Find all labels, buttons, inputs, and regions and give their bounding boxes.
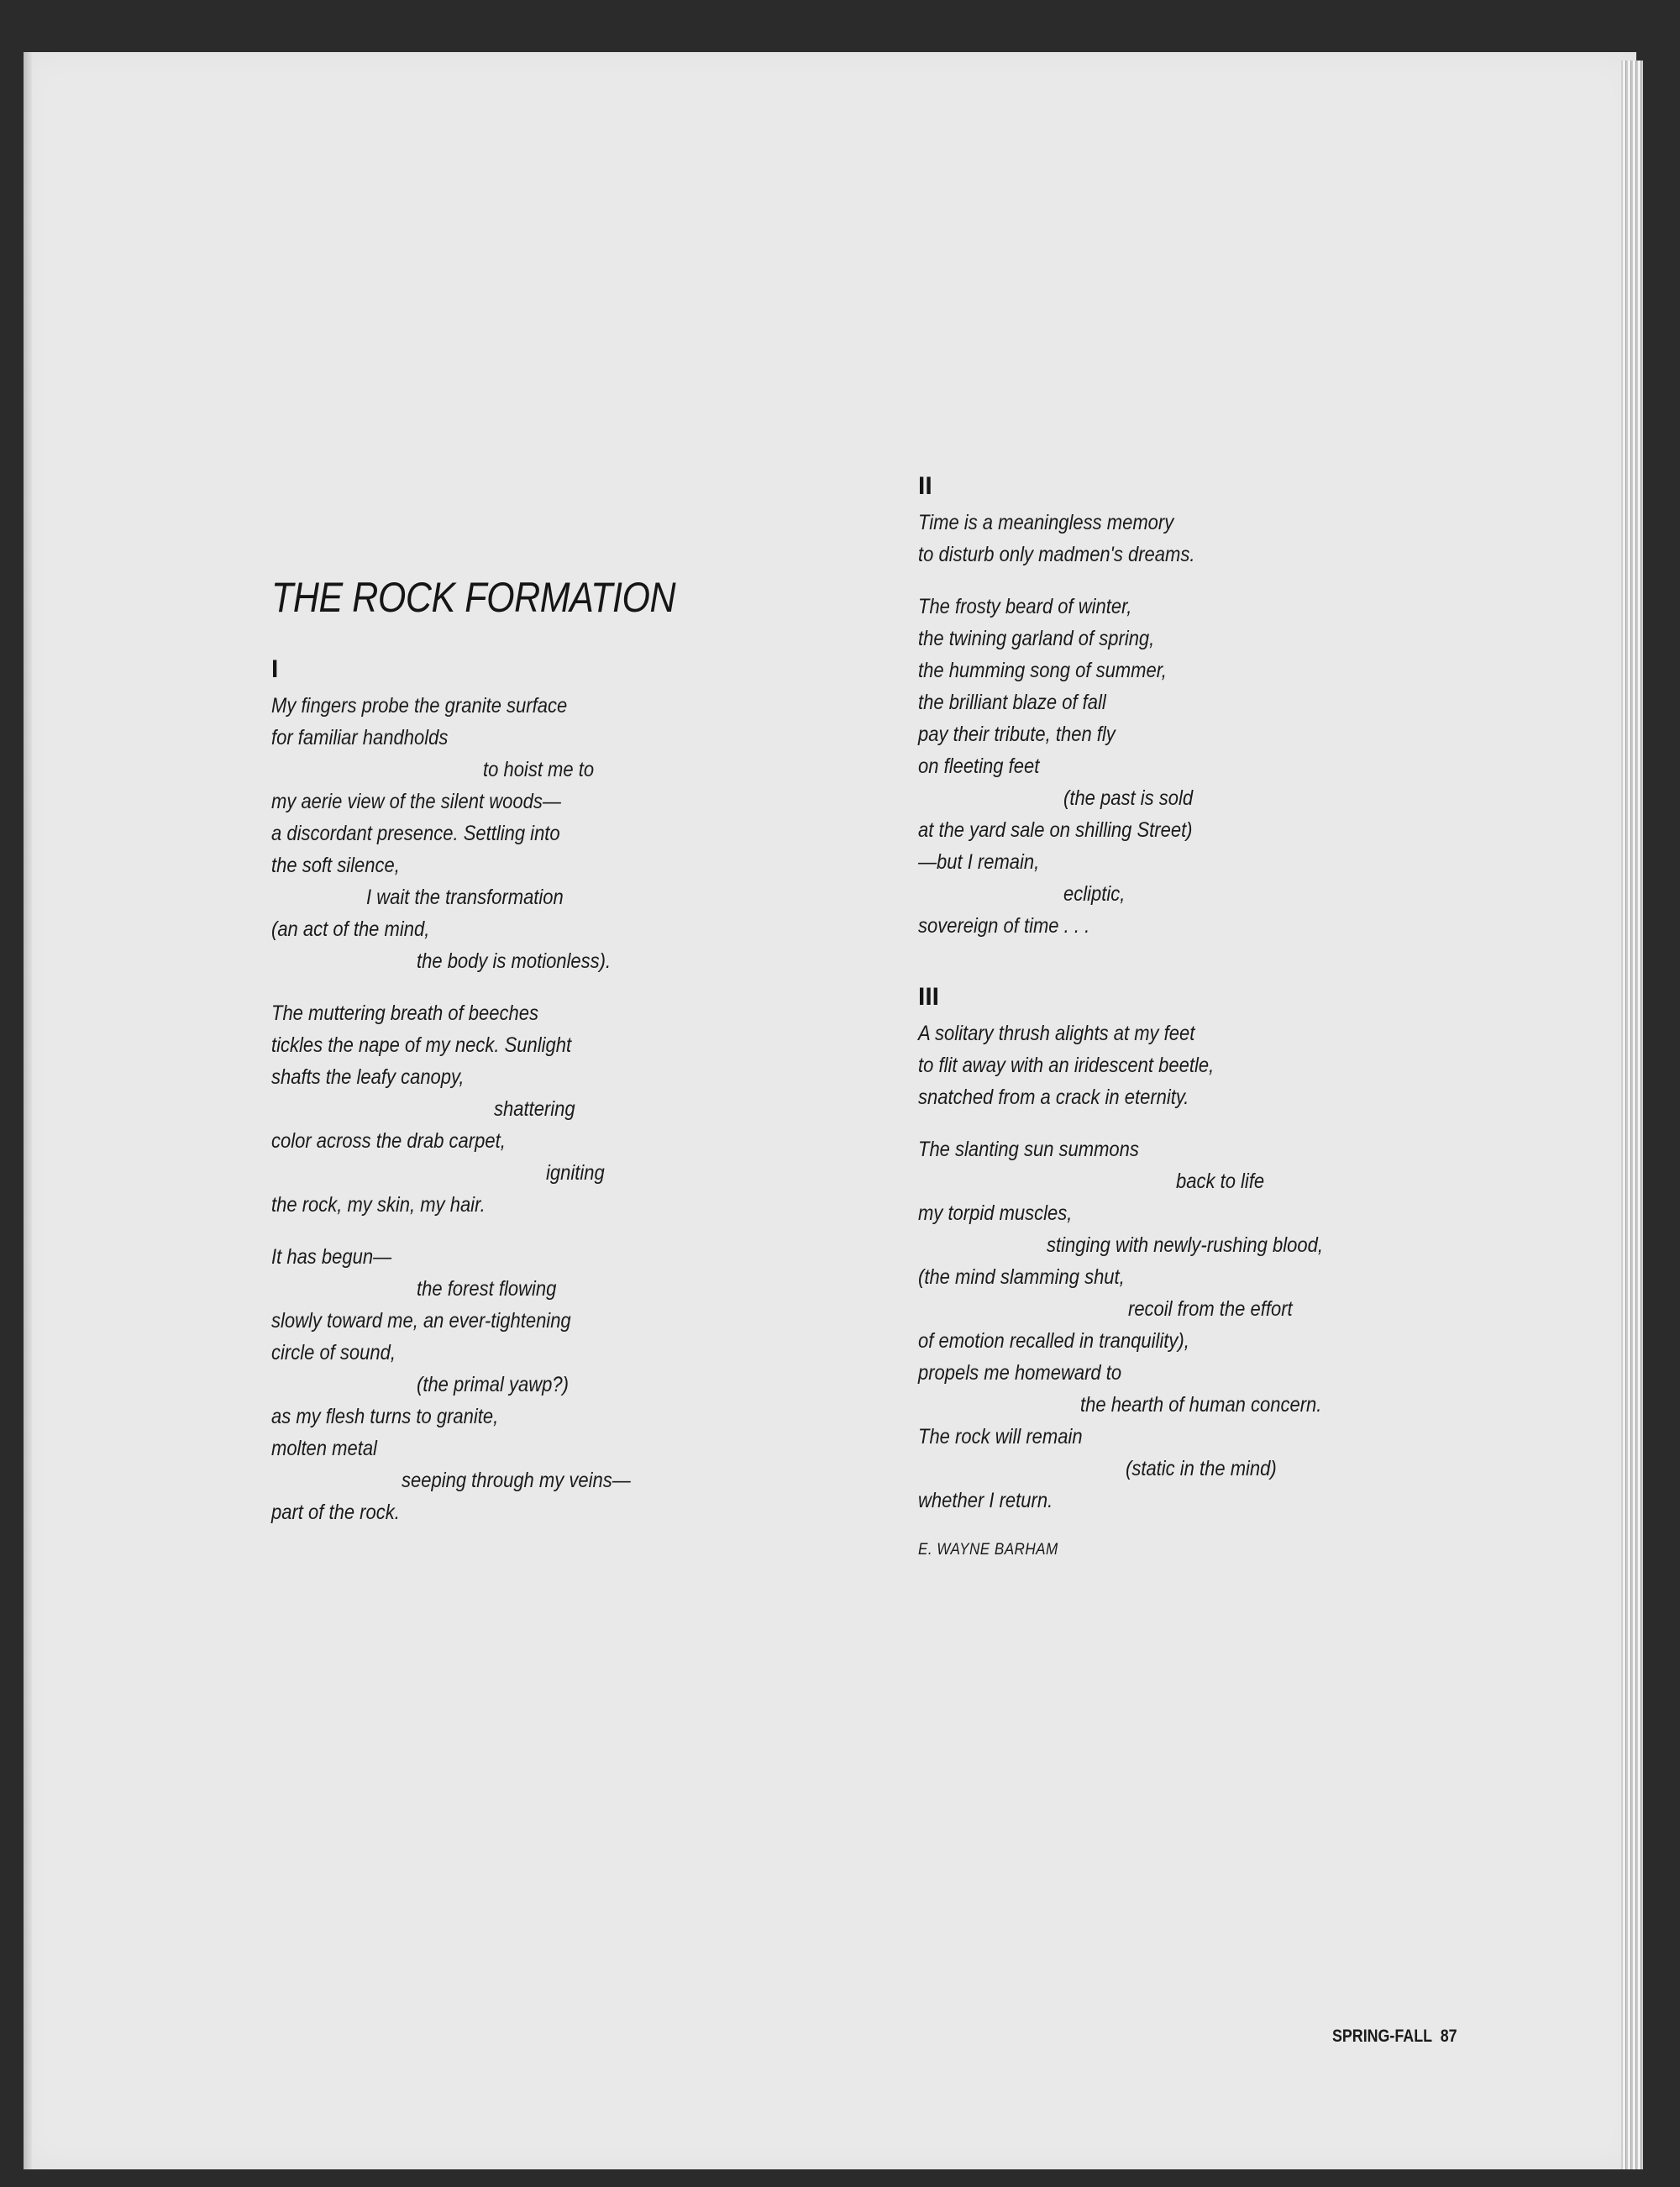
- poem-line: to hoist me to: [483, 758, 595, 781]
- running-head: SPRING-FALL: [1332, 2027, 1432, 2046]
- poem-line: (the primal yawp?): [417, 1373, 569, 1396]
- poem-line: tickles the nape of my neck. Sunlight: [271, 1033, 572, 1057]
- section-number-3: III: [918, 983, 940, 1011]
- poem-line: seeping through my veins—: [402, 1469, 631, 1492]
- poem-line: shattering: [494, 1097, 575, 1121]
- poem-line: The rock will remain: [918, 1425, 1083, 1448]
- poem-line: The frosty beard of winter,: [918, 595, 1132, 618]
- poem-line: I wait the transformation: [366, 886, 564, 909]
- poem-title: THE ROCK FORMATION: [271, 574, 676, 621]
- section-number-2: II: [918, 472, 932, 500]
- poem-line: stinging with newly-rushing blood,: [1047, 1233, 1323, 1257]
- poem-line: Time is a meaningless memory: [918, 511, 1174, 534]
- page-number: 87: [1440, 2027, 1457, 2046]
- poem-line: at the yard sale on shilling Street): [918, 818, 1193, 842]
- poem-line: snatched from a crack in eternity.: [918, 1086, 1189, 1109]
- poem-line: —but I remain,: [918, 850, 1040, 874]
- poem-line: slowly toward me, an ever-tightening: [271, 1309, 571, 1333]
- poem-line: molten metal: [271, 1437, 377, 1460]
- poem-line: ecliptic,: [1063, 882, 1126, 906]
- poem-line: the body is motionless).: [417, 949, 612, 973]
- poem-line: on fleeting feet: [918, 754, 1040, 778]
- page-footer: [1332, 2027, 1457, 2047]
- poem-author: E. WAYNE BARHAM: [918, 1541, 1058, 1559]
- poem-line: (the mind slamming shut,: [918, 1265, 1125, 1289]
- magazine-page: [24, 52, 1636, 2169]
- page-stack-edge: [1621, 60, 1643, 2169]
- poem-line: My fingers probe the granite surface: [271, 694, 568, 718]
- poem-line: shafts the leafy canopy,: [271, 1065, 465, 1089]
- poem-line: (an act of the mind,: [271, 917, 430, 941]
- poem-line: sovereign of time . . .: [918, 914, 1090, 938]
- poem-line: back to life: [1176, 1170, 1265, 1193]
- section-number-1: I: [271, 655, 279, 683]
- poem-line: the rock, my skin, my hair.: [271, 1193, 486, 1217]
- poem-line: the brilliant blaze of fall: [918, 691, 1106, 714]
- poem-line: The muttering breath of beeches: [271, 1001, 538, 1025]
- poem-line: part of the rock.: [271, 1501, 400, 1524]
- poem-line: for familiar handholds: [271, 726, 449, 749]
- poem-line: (the past is sold: [1063, 786, 1194, 810]
- poem-line: (static in the mind): [1126, 1457, 1277, 1480]
- poem-line: a discordant presence. Settling into: [271, 822, 560, 845]
- poem-line: the forest flowing: [417, 1277, 557, 1301]
- poem-line: my aerie view of the silent woods—: [271, 790, 561, 813]
- poem-line: the humming song of summer,: [918, 659, 1167, 682]
- poem-line: The slanting sun summons: [918, 1138, 1139, 1161]
- poem-line: It has begun—: [271, 1245, 392, 1269]
- poem-line: of emotion recalled in tranquility),: [918, 1329, 1189, 1353]
- poem-line: recoil from the effort: [1128, 1297, 1293, 1321]
- poem-line: A solitary thrush alights at my feet: [918, 1022, 1195, 1045]
- poem-line: color across the drab carpet,: [271, 1129, 506, 1153]
- poem-line: whether I return.: [918, 1489, 1053, 1512]
- poem-line: as my flesh turns to granite,: [271, 1405, 499, 1428]
- page-binding-edge: [24, 52, 32, 2169]
- poem-line: my torpid muscles,: [918, 1201, 1073, 1225]
- poem-line: to flit away with an iridescent beetle,: [918, 1054, 1215, 1077]
- poem-line: the soft silence,: [271, 854, 400, 877]
- poem-line: the hearth of human concern.: [1080, 1393, 1322, 1417]
- poem-line: the twining garland of spring,: [918, 627, 1155, 650]
- poem-line: circle of sound,: [271, 1341, 396, 1364]
- poem-line: igniting: [546, 1161, 605, 1185]
- poem-line: propels me homeward to: [918, 1361, 1122, 1385]
- poem-line: pay their tribute, then fly: [918, 723, 1116, 746]
- poem-line: to disturb only madmen's dreams.: [918, 543, 1195, 566]
